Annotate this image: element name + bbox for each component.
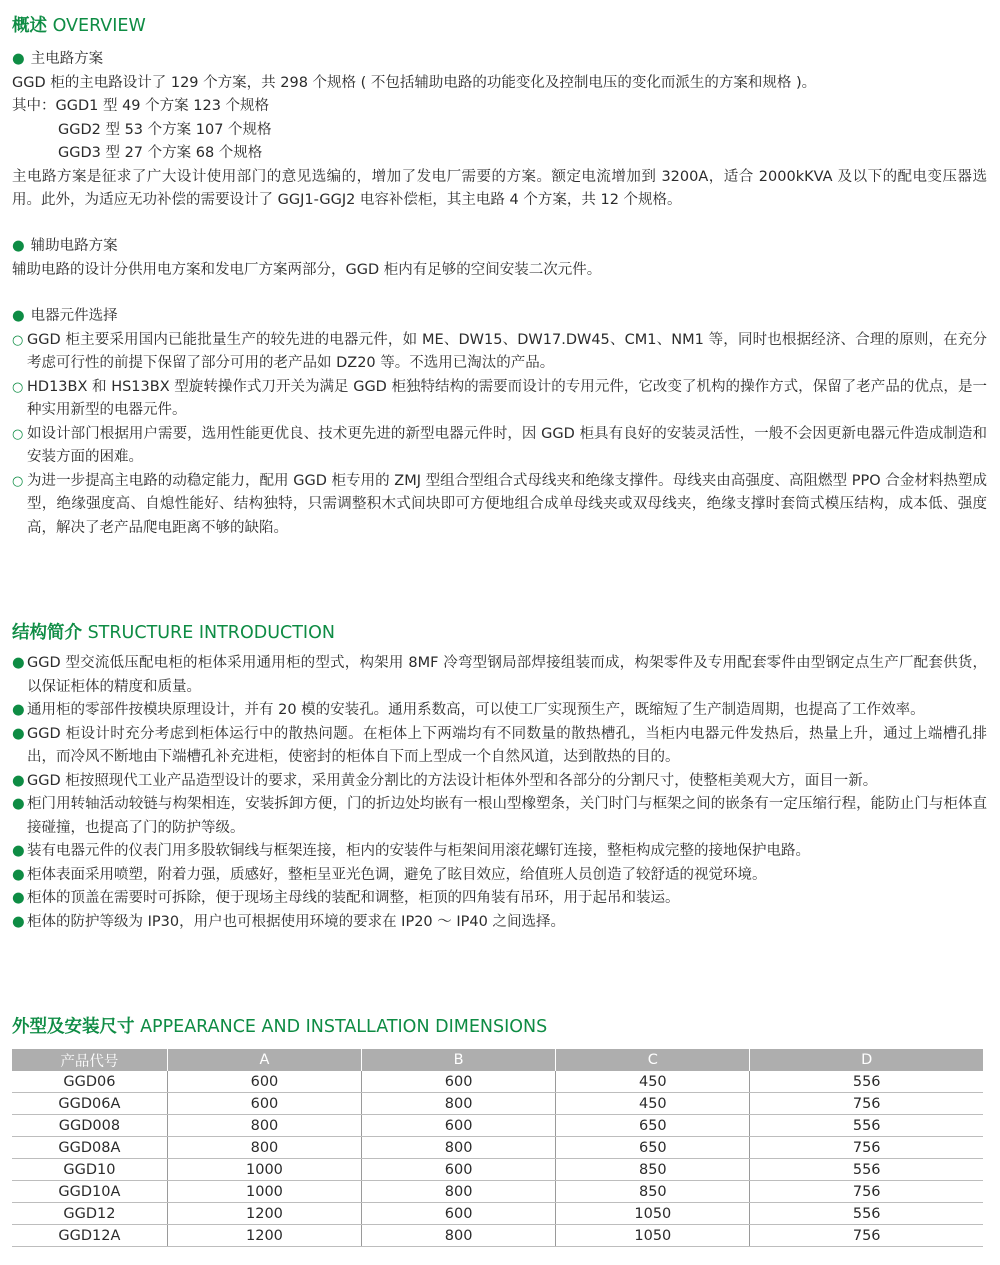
dimensions-title: 外型及安装尺寸 APPEARANCE AND INSTALLATION DIMENSIONS <box>12 1017 548 1037</box>
table-cell: 800 <box>362 1181 556 1203</box>
table-cell: 800 <box>362 1093 556 1115</box>
table-cell: 1200 <box>167 1225 361 1247</box>
aux-circuit-text: 辅助电路的设计分供用电方案和发电厂方案两部分，GGD 柜内有足够的空间安装二次元件。 <box>12 261 602 278</box>
table-cell: 800 <box>167 1115 361 1137</box>
table-row <box>12 1071 983 1093</box>
column-header: C <box>556 1049 750 1071</box>
table-cell: 556 <box>750 1071 983 1093</box>
list-item: ● GGD 柜按照现代工业产品造型设计的要求，采用黄金分割比的方法设计柜体外型和各部分的分割尺寸，使整柜美观大方，面目一新。 <box>12 770 987 794</box>
table-cell: 600 <box>362 1071 556 1093</box>
circle-bullet-icon: ○ <box>12 332 24 348</box>
table-cell: GGD08A <box>12 1137 167 1159</box>
table-row <box>12 1181 983 1203</box>
circle-bullet-icon: ○ <box>12 473 24 489</box>
table-cell: 850 <box>556 1181 750 1203</box>
list-item: ● 柜体的顶盖在需要时可拆除，便于现场主母线的装配和调整，柜顶的四角装有吊环，用于起吊和装运。 <box>12 887 987 911</box>
main-circuit-heading: ● 主电路方案 <box>12 51 104 67</box>
table-cell: 1000 <box>167 1181 361 1203</box>
table-row <box>12 1203 983 1225</box>
list-item: ● GGD 柜设计时充分考虑到柜体运行中的散热问题。在柜体上下两端均有不同数量的散热槽孔，当柜内电器元件发热后，热量上升，通过上端槽孔排出，而冷风不断地由下端槽孔补充进柜，使密封的柜体自下而上型成一个自然风道，达到散热的目的。 <box>12 723 987 770</box>
table-row <box>12 1137 983 1159</box>
table-cell: 600 <box>167 1071 361 1093</box>
main-circuit-variant: GGD2 型 53 个方案 107 个规格 <box>58 121 272 138</box>
table-cell: GGD06A <box>12 1093 167 1115</box>
list-item: ● GGD 型交流低压配电柜的柜体采用通用柜的型式，构架用 8MF 冷弯型钢局部焊接组装而成，构架零件及专用配套零件由型钢定点生产厂配套供货，以保证柜体的精度和质量。 <box>12 652 987 699</box>
table-cell: 600 <box>362 1203 556 1225</box>
aux-circuit-heading: ● 辅助电路方案 <box>12 238 118 254</box>
circle-bullet-icon: ○ <box>12 426 24 442</box>
structure-title: 结构简介 STRUCTURE INTRODUCTION <box>12 623 335 643</box>
bullet-dot-icon: ● <box>12 655 25 671</box>
overview-title: 概述 OVERVIEW <box>12 16 146 36</box>
list-item: ● 装有电器元件的仪表门用多股软铜线与框架连接，柜内的安装件与柜架间用滚花螺钉连接，整柜构成完整的接地保护电路。 <box>12 840 987 864</box>
table-cell: 600 <box>167 1093 361 1115</box>
bullet-dot-icon: ● <box>12 308 25 324</box>
table-cell: GGD12 <box>12 1203 167 1225</box>
bullet-dot-icon: ● <box>12 796 25 812</box>
components-heading: ● 电器元件选择 <box>12 308 118 324</box>
table-cell: 756 <box>750 1225 983 1247</box>
column-header: B <box>362 1049 556 1071</box>
list-item: ○ GGD 柜主要采用国内已能批量生产的较先进的电器元件，如 ME、DW15、DW17.DW45、CM1、NM1 等，同时也根据经济、合理的原则，在充分考虑可行性的前提下保留了部分可用的老产品如 DZ20 等。不选用已淘汰的产品。 <box>12 329 987 376</box>
bullet-dot-icon: ● <box>12 913 25 930</box>
structure-list <box>12 652 987 934</box>
bullet-dot-icon: ● <box>12 772 25 789</box>
table-cell: 556 <box>750 1115 983 1137</box>
table-cell: 600 <box>362 1159 556 1181</box>
aux-circuit-section <box>12 235 987 282</box>
table-cell: GGD12A <box>12 1225 167 1247</box>
table-cell: 1050 <box>556 1203 750 1225</box>
table-cell: 756 <box>750 1093 983 1115</box>
bullet-dot-icon: ● <box>12 725 25 742</box>
table-cell: 1050 <box>556 1225 750 1247</box>
main-circuit-section <box>12 48 987 213</box>
list-item: ○ HD13BX 和 HS13BX 型旋转操作式刀开关为满足 GGD 柜独特结构的需要而设计的专用元件，它改变了机构的操作方式，保留了老产品的优点，是一种实用新型的电器元件。 <box>12 376 987 423</box>
table-cell: 756 <box>750 1137 983 1159</box>
list-item: ○ 为进一步提高主电路的动稳定能力，配用 GGD 柜专用的 ZMJ 型组合型组合式母线夹和绝缘支撑件。母线夹由高强度、高阻燃型 PPO 合金材料热塑成型，绝缘强度高、自熄性能好、结构独特，只需调整积木式间块即可方便地组合成单母线夹或双母线夹，绝缘支撑时套筒式模压结构，成本低、强度高，解决了老产品爬电距离不够的缺陷。 <box>12 470 987 541</box>
table-cell: 800 <box>362 1137 556 1159</box>
table-cell: 556 <box>750 1203 983 1225</box>
circle-bullet-icon: ○ <box>12 379 24 395</box>
table-cell: 1200 <box>167 1203 361 1225</box>
column-header: D <box>750 1049 983 1071</box>
table-cell: 800 <box>362 1225 556 1247</box>
table-cell: 600 <box>362 1115 556 1137</box>
bullet-dot-icon: ● <box>12 702 25 718</box>
bullet-dot-icon: ● <box>12 238 25 254</box>
table-cell: 1000 <box>167 1159 361 1181</box>
table-cell: GGD008 <box>12 1115 167 1137</box>
table-cell: 650 <box>556 1137 750 1159</box>
table-header-row <box>12 1049 983 1071</box>
table-row <box>12 1225 983 1247</box>
table-cell: 850 <box>556 1159 750 1181</box>
table-cell: GGD06 <box>12 1071 167 1093</box>
dimensions-table <box>12 1049 983 1247</box>
table-cell: 800 <box>167 1137 361 1159</box>
components-section <box>12 305 987 540</box>
table-cell: 450 <box>556 1071 750 1093</box>
table-cell: GGD10 <box>12 1159 167 1181</box>
column-header: 产品代号 <box>12 1049 167 1071</box>
main-circuit-variant: 其中：GGD1 型 49 个方案 123 个规格 <box>12 98 270 114</box>
bullet-dot-icon: ● <box>12 890 25 906</box>
table-cell: 556 <box>750 1159 983 1181</box>
main-circuit-note: 主电路方案是征求了广大设计使用部门的意见选编的，增加了发电厂需要的方案。额定电流增加到 3200A，适合 2000kKVA 及以下的配电变压器选用。此外，为适应无功补偿的需要设计了 GGJ1-GGJ2 电容补偿柜，其主电路 4 个方案，共 12 个规格。 <box>12 168 987 208</box>
table-cell: 756 <box>750 1181 983 1203</box>
list-item: ● 通用柜的零部件按模块原理设计，并有 20 模的安装孔。通用系数高，可以使工厂实现预生产，既缩短了生产制造周期，也提高了工作效率。 <box>12 699 987 723</box>
list-item: ● 柜体表面采用喷塑，附着力强，质感好，整柜呈亚光色调，避免了眩目效应，给值班人员创造了较舒适的视觉环境。 <box>12 864 987 888</box>
main-circuit-variant: GGD3 型 27 个方案 68 个规格 <box>58 145 263 161</box>
table-cell: GGD10A <box>12 1181 167 1203</box>
column-header: A <box>167 1049 361 1071</box>
bullet-dot-icon: ● <box>12 866 25 883</box>
table-row <box>12 1093 983 1115</box>
main-circuit-intro: GGD 柜的主电路设计了 129 个方案，共 298 个规格 ( 不包括辅助电路的功能变化及控制电压的变化而派生的方案和规格 )。 <box>12 74 817 91</box>
bullet-dot-icon: ● <box>12 843 25 859</box>
table-row <box>12 1115 983 1137</box>
list-item: ○ 如设计部门根据用户需要，选用性能更优良、技术更先进的新型电器元件时，因 GGD 柜具有良好的安装灵活性，一般不会因更新电器元件造成制造和安装方面的困难。 <box>12 423 987 470</box>
list-item: ● 柜门用转轴活动较链与构架相连，安装拆卸方便，门的折边处均嵌有一根山型橡塑条，关门时门与框架之间的嵌条有一定压缩行程，能防止门与柜体直接碰撞，也提高了门的防护等级。 <box>12 793 987 840</box>
table-cell: 450 <box>556 1093 750 1115</box>
list-item: ● 柜体的防护等级为 IP30，用户也可根据使用环境的要求在 IP20 ～ IP40 之间选择。 <box>12 911 987 935</box>
bullet-dot-icon: ● <box>12 51 25 67</box>
table-cell: 650 <box>556 1115 750 1137</box>
table-row <box>12 1159 983 1181</box>
